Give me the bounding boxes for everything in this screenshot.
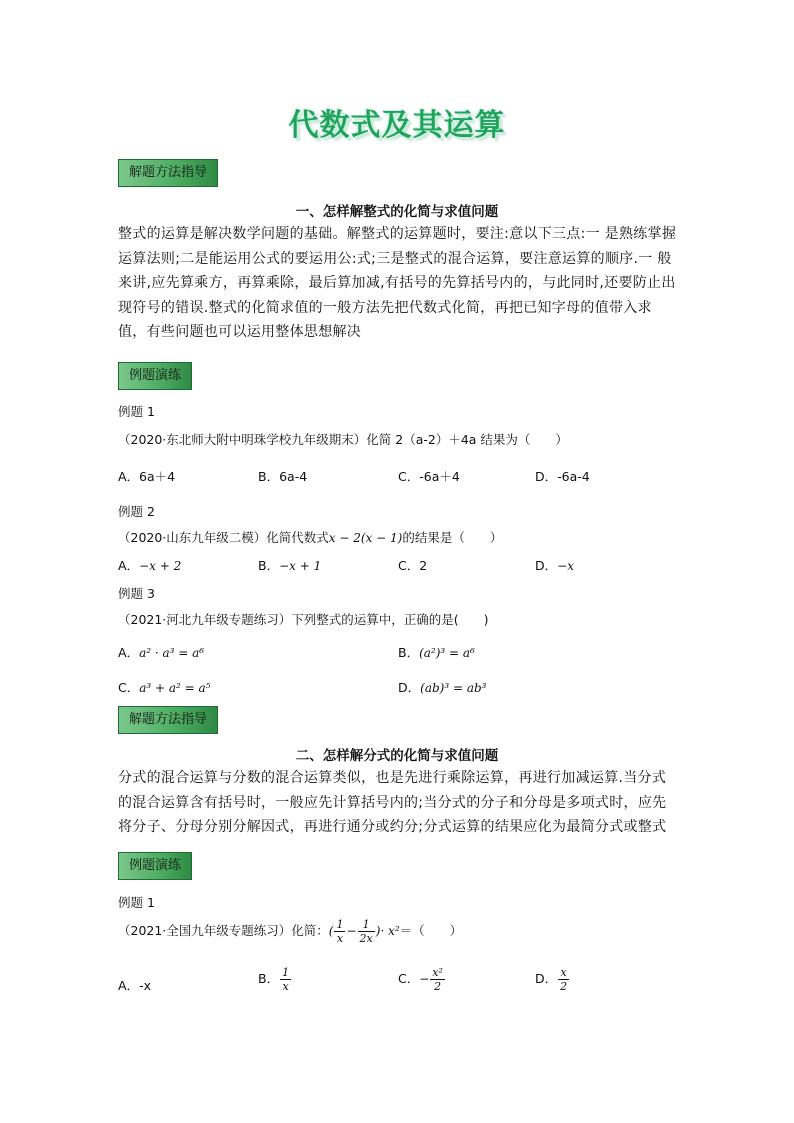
option-a: A．-x — [118, 978, 151, 993]
option-a: A．a² · a³ = a⁶ — [118, 645, 205, 660]
option-a: A．−x + 2 — [118, 558, 182, 573]
option-c: C．a³ + a² = a⁵ — [118, 680, 211, 695]
practice-tag-1: 例题演练 — [118, 362, 192, 390]
example-label-2-1: 例题 1 — [118, 895, 155, 910]
times-expression: · x² — [380, 924, 400, 938]
question-suffix: ＝（ ） — [399, 923, 463, 938]
question-prefix: （2021·全国九年级专题练习）化简： — [118, 923, 329, 938]
option-d: D．(ab)³ = ab³ — [398, 680, 487, 695]
section-heading-2: 二、怎样解分式的化简与求值问题 — [295, 748, 499, 764]
method-guide-tag-1: 解题方法指导 — [118, 159, 218, 187]
section-paragraph-2: 分式的混合运算与分数的混合运算类似，也是先进行乘除运算，再进行加减运算.当分式的混合运算含有括号时，一般应先计算括号内的;当分式的分子和分母是多项式时，应先将分子、分母分别分解因式，再进行通分或约分;分式运算的结果应化为最简分式或整式 — [118, 770, 667, 835]
section-heading-1: 一、怎样解整式的化简与求值问题 — [295, 204, 499, 220]
option-b: B．6a-4 — [258, 469, 308, 484]
option-c: C．2 — [398, 558, 428, 573]
question-expression: x − 2(x − 1) — [328, 531, 403, 545]
question-prefix: （2020·山东九年级二模）化简代数式 — [118, 530, 329, 545]
option-d: D．−x — [535, 558, 574, 573]
section-paragraph-1: 整式的运算是解决数学问题的基础。解整式的运算题时，要注:意以下三点:一 是熟练掌握运算法则;二是能运用公式的要运用公:式;三是整式的混合运算，要注意运算的顺序.一 般来讲,应先算乘方，再算乘除，最后算加减,有括号的先算括号内的，与此同时,还要防止出现符号的错误.整式的化简求值的一般方法先把代数式化简，再把已知字母的值带入求值，有些问题也可以运用整体思想解决 — [118, 226, 677, 340]
page-title: 代数式及其运算 — [288, 108, 506, 143]
option-a: A．6a＋4 — [118, 469, 176, 484]
example-label-1-2: 例题 2 — [118, 504, 155, 519]
option-c: C．-6a＋4 — [398, 469, 460, 484]
option-b: B． $\frac{1}{x}$ — [258, 966, 290, 993]
example-label-1-3: 例题 3 — [118, 586, 155, 601]
option-b: B．−x + 1 — [258, 558, 322, 573]
method-guide-tag-2: 解题方法指导 — [118, 706, 218, 734]
option-c: C．− $\frac{\text{x²}}{2}$ — [398, 966, 443, 993]
fraction-one-over-x: $\frac{1}{x}$ — [336, 918, 344, 945]
option-b: B．(a²)³ = a⁶ — [398, 645, 475, 660]
fraction-one-over-2x: $\frac{1}{2x}$ — [359, 918, 373, 945]
question-suffix: 的结果是（ ） — [402, 530, 503, 545]
example-question-2-1: （2021·全国九年级专题练习）化简：( $\frac{1}{x}$ − $\frac{1}{2x}$ )· x²＝（ ） — [118, 918, 463, 945]
example-question-1-3: （2021·河北九年级专题练习）下列整式的运算中，正确的是( ) — [118, 612, 489, 627]
option-d: D． $\frac{x}{2}$ — [535, 966, 568, 993]
example-label-1-1: 例题 1 — [118, 404, 155, 419]
example-question-1-2 — [118, 528, 502, 546]
example-question-1-1: （2020·东北师大附中明珠学校九年级期末）化简 2（a-2）＋4a 结果为（ ） — [118, 432, 568, 447]
option-d: D．-6a-4 — [535, 469, 590, 484]
practice-tag-2: 例题演练 — [118, 852, 192, 880]
